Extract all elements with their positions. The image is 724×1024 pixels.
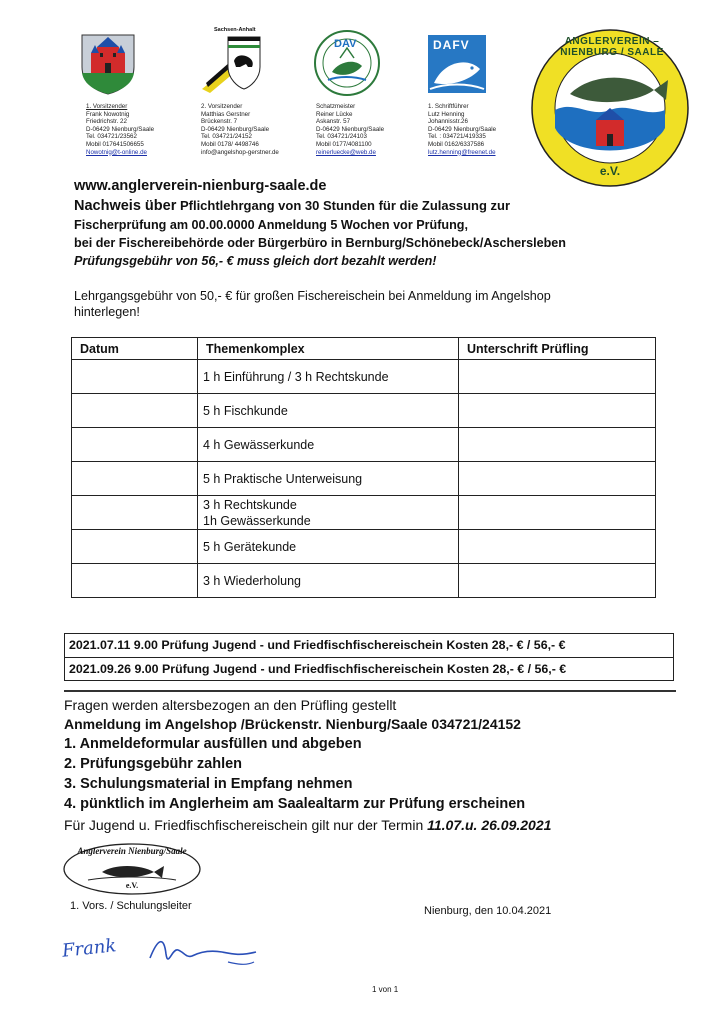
- column-header-topic: Themenkomplex: [198, 338, 459, 360]
- contact-name: Lutz Henning: [428, 110, 465, 118]
- signature-cell[interactable]: [459, 428, 656, 462]
- course-fee-line-2: hinterlegen!: [74, 305, 140, 319]
- contact-secretary: [428, 103, 496, 156]
- topic-cell: 5 h Gerätekunde: [198, 530, 459, 564]
- exam-date-line: Fischerprüfung am 00.00.0000 Anmeldung 5 Wochen vor Prüfung,: [74, 218, 468, 232]
- contact-city: D-06429 Nienburg/Saale: [86, 125, 155, 133]
- sachsen-anhalt-logo: [200, 27, 268, 95]
- authority-line: bei der Fischereibehörde oder Bürgerbüro in Bernburg/Schönebeck/Aschersleben: [74, 236, 566, 250]
- topic-cell: 5 h Praktische Unterweisung: [198, 462, 459, 496]
- club-ring-text: ANGLERVEREIN – NIENBURG / SAALE: [560, 36, 664, 58]
- sachsen-anhalt-label: Sachsen-Anhalt: [214, 27, 256, 33]
- date-cell[interactable]: [72, 462, 198, 496]
- table-row: [72, 428, 656, 462]
- topic-cell: 5 h Fischkunde: [198, 394, 459, 428]
- date-cell[interactable]: [72, 394, 198, 428]
- contact-treasurer: [316, 103, 384, 156]
- course-table: [71, 337, 656, 598]
- step-item: 2. Prüfungsgebühr zahlen: [64, 756, 243, 772]
- club-round-logo: [530, 28, 690, 188]
- table-row: [72, 496, 656, 530]
- table-row: [72, 530, 656, 564]
- signature-cell[interactable]: [459, 394, 656, 428]
- website-url[interactable]: www.anglerverein-nienburg-saale.de: [74, 178, 327, 194]
- table-row: [72, 462, 656, 496]
- contact-role: 1. Vorsitzender: [86, 103, 128, 110]
- signature-text: Frank: [61, 935, 118, 962]
- divider-line: [64, 690, 676, 692]
- place-date: Nienburg, den 10.04.2021: [424, 905, 552, 917]
- nienburg-coat-of-arms-logo: [80, 33, 136, 95]
- contact-city: D-06429 Nienburg/Saale: [316, 125, 385, 133]
- column-header-date: Datum: [72, 338, 198, 360]
- course-fee-line: Lehrgangsgebühr von 50,- € für großen Fischereischein bei Anmeldung im Angelshop: [74, 289, 551, 303]
- contact-city: D-06429 Nienburg/Saale: [428, 125, 497, 133]
- step-item: 3. Schulungsmaterial in Empfang nehmen: [64, 776, 353, 792]
- questions-note: Fragen werden altersbezogen an den Prüfling gestellt: [64, 697, 397, 713]
- exam-date-row: 2021.07.11 9.00 Prüfung Jugend - und Friedfischfischereischein Kosten 28,- € / 56,- €: [69, 638, 566, 652]
- page-number: 1 von 1: [372, 985, 399, 994]
- contact-street: Brückenstr. 7: [201, 118, 238, 126]
- dafv-label: DAFV: [433, 38, 470, 52]
- topic-line-2: 1h Gewässerkunde: [203, 513, 311, 528]
- contact-phone: Tel. 034721/24152: [201, 133, 252, 141]
- signature-cell[interactable]: [459, 360, 656, 394]
- signature-cell[interactable]: [459, 564, 656, 598]
- signatory-title: 1. Vors. / Schulungsleiter: [70, 900, 192, 912]
- dav-label: DAV: [334, 38, 357, 50]
- contact-street: Friedrichstr. 22: [86, 118, 127, 126]
- contact-role: 2. Vorsitzender: [201, 103, 243, 110]
- contact-name: Frank Nowotnig: [86, 110, 130, 118]
- topic-cell: 3 h Wiederholung: [198, 564, 459, 598]
- date-cell[interactable]: [72, 496, 198, 530]
- header-title-rest: Pflichtlehrgang von 30 Stunden für die Zulassung zur: [176, 198, 511, 213]
- contact-chairman: [86, 103, 154, 156]
- contact-email-link[interactable]: reinerluecke@web.de: [316, 148, 376, 156]
- contact-phone: Tel. 034721/24103: [316, 133, 367, 141]
- table-row: [72, 360, 656, 394]
- contact-mobile: Mobil 0162/6337586: [428, 140, 485, 148]
- contact-email-link[interactable]: lutz.henning@freenet.de: [428, 148, 496, 156]
- table-row: [72, 564, 656, 598]
- stamp-ev: e.V.: [125, 881, 139, 890]
- topic-cell: 4 h Gewässerkunde: [198, 428, 459, 462]
- table-header-row: [72, 338, 656, 360]
- contact-email-link[interactable]: Nowotnig@t-online.de: [86, 148, 147, 156]
- contact-role: 1. Schriftführer: [428, 103, 469, 110]
- step-item: 1. Anmeldeformular ausfüllen und abgeben: [64, 736, 362, 752]
- contact-city: D-06429 Nienburg/Saale: [201, 125, 270, 133]
- contact-street: Johannisstr.26: [428, 118, 468, 126]
- contact-name: Matthias Gerstner: [201, 110, 251, 118]
- signature-cell[interactable]: [459, 462, 656, 496]
- stamp-text: Anglerverein Nienburg/Saale: [77, 846, 187, 856]
- contact-role: Schatzmeister: [316, 103, 356, 110]
- contact-mobile: Mobil 017641506655: [86, 140, 144, 148]
- contact-mobile: Mobil 0177/4081100: [316, 140, 372, 148]
- table-row: [72, 394, 656, 428]
- contact-email: info@angelshop-gerstner.de: [201, 148, 279, 156]
- contact-street: Askanstr. 57: [316, 118, 351, 126]
- contact-vice-chairman: [201, 103, 279, 156]
- topic-cell: [198, 496, 459, 530]
- date-cell[interactable]: [72, 564, 198, 598]
- topic-cell: 1 h Einführung / 3 h Rechtskunde: [198, 360, 459, 394]
- contact-name: Reiner Lücke: [316, 110, 353, 118]
- signature: [60, 928, 260, 976]
- topic-line: 3 h Rechtskunde: [203, 497, 297, 512]
- youth-note: [64, 817, 551, 833]
- club-stamp: [62, 842, 202, 896]
- contact-phone: Tel. 034721/23562: [86, 133, 137, 141]
- header-title-bold: Nachweis über: [74, 198, 177, 214]
- dav-logo: [314, 30, 380, 96]
- club-ev-label: e.V.: [599, 164, 621, 178]
- header-title-line: [74, 198, 510, 214]
- exam-dates-box: [64, 633, 674, 681]
- column-header-signature: Unterschrift Prüfling: [459, 338, 656, 360]
- dafv-logo: [428, 35, 486, 93]
- youth-note-dates: 11.07.u. 26.09.2021: [427, 817, 552, 833]
- registration-note: Anmeldung im Angelshop /Brückenstr. Nienburg/Saale 034721/24152: [64, 716, 521, 732]
- signature-cell[interactable]: [459, 530, 656, 564]
- contact-mobile: Mobil 0178/ 4498746: [201, 140, 259, 148]
- date-cell[interactable]: [72, 530, 198, 564]
- contact-phone: Tel. : 034721/419335: [428, 133, 486, 141]
- signature-cell[interactable]: [459, 496, 656, 530]
- youth-note-text: Für Jugend u. Friedfischfischereischein gilt nur der Termin: [64, 817, 428, 833]
- exam-date-row: 2021.09.26 9.00 Prüfung Jugend - und Friedfischfischereischein Kosten 28,- € / 56,- €: [65, 657, 673, 680]
- date-cell[interactable]: [72, 428, 198, 462]
- date-cell[interactable]: [72, 360, 198, 394]
- exam-fee-line: Prüfungsgebühr von 56,- € muss gleich dort bezahlt werden!: [74, 254, 437, 268]
- step-item: 4. pünktlich im Anglerheim am Saalealtarm zur Prüfung erscheinen: [64, 796, 526, 812]
